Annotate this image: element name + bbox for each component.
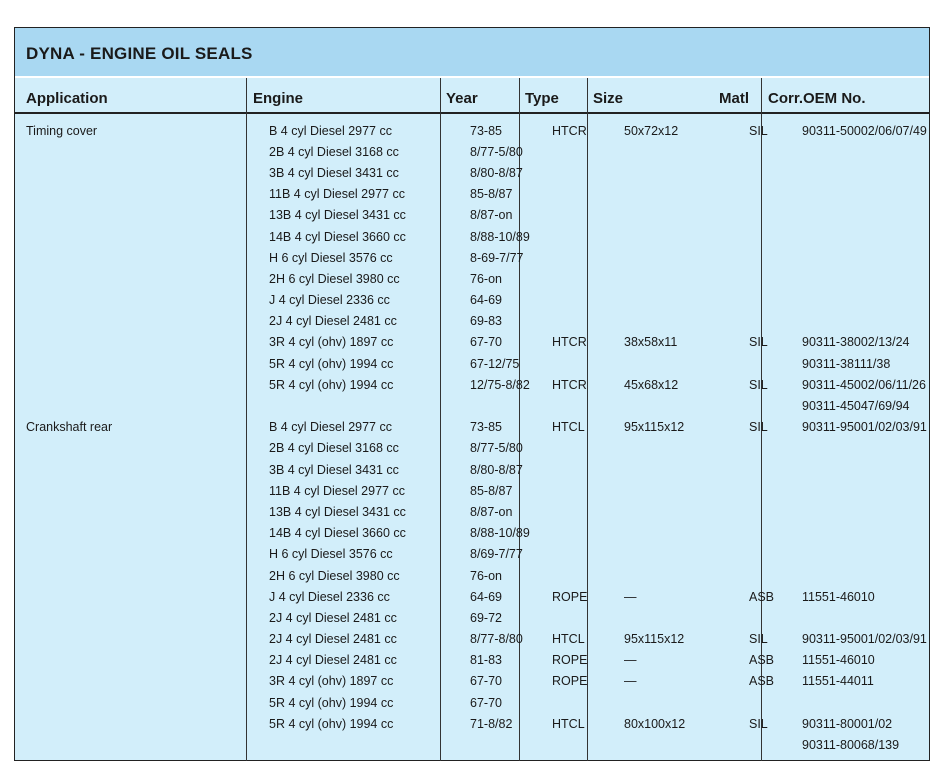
table-row (15, 565, 931, 586)
type-cell (548, 544, 620, 565)
title-bar (15, 28, 929, 78)
matl-cell: ASB (749, 589, 775, 604)
type-cell (548, 311, 620, 332)
size-cell (620, 523, 749, 544)
oem-cell (794, 523, 931, 544)
size-cell: 50x72x12 (624, 123, 679, 138)
size-cell (620, 480, 749, 501)
oem-cell: 90311-45002/06/11/26 (802, 377, 926, 392)
year-cell: 67-70 (470, 335, 502, 350)
size-cell: — (624, 589, 637, 604)
year-cell: 73-85 (470, 123, 502, 138)
type-cell (548, 692, 620, 713)
matl-cell (749, 395, 794, 416)
oem-cell: 90311-50002/06/07/49 (802, 123, 927, 138)
year-cell: 8-69-7/77 (470, 250, 524, 265)
table-row (15, 417, 931, 438)
matl-cell (749, 311, 794, 332)
table-row (15, 692, 931, 713)
table-row (15, 268, 931, 289)
application-cell (15, 565, 257, 586)
application-cell (15, 480, 257, 501)
table-row (15, 184, 931, 205)
matl-cell (749, 607, 794, 628)
table-row (15, 226, 931, 247)
engine-cell (257, 734, 464, 755)
engine-cell: 5R 4 cyl (ohv) 1994 cc (269, 695, 394, 710)
year-cell: 8/87-on (470, 208, 513, 223)
year-cell: 8/69-7/77 (470, 547, 523, 562)
size-cell (620, 544, 749, 565)
engine-cell: H 6 cyl Diesel 3576 cc (269, 250, 393, 265)
matl-cell (749, 184, 794, 205)
year-cell: 81-83 (470, 653, 502, 668)
oem-cell (794, 247, 931, 268)
year-cell: 76-on (470, 271, 502, 286)
table-row (15, 650, 931, 671)
size-cell: — (624, 653, 637, 668)
table-row (15, 480, 931, 501)
engine-cell: 2B 4 cyl Diesel 3168 cc (269, 144, 399, 159)
size-cell (620, 501, 749, 522)
table-body (15, 120, 931, 756)
type-cell (548, 353, 620, 374)
table-row (15, 290, 931, 311)
application-cell (15, 692, 257, 713)
year-cell: 64-69 (470, 589, 502, 604)
oem-cell (794, 480, 931, 501)
application-cell (15, 734, 257, 755)
type-cell (548, 734, 620, 755)
header-year: Year (446, 90, 478, 107)
type-cell (548, 290, 620, 311)
size-cell (620, 290, 749, 311)
application-cell (15, 629, 257, 650)
oem-cell (794, 162, 931, 183)
type-cell (548, 565, 620, 586)
oem-cell (794, 184, 931, 205)
oem-cell: 90311-95001/02/03/91 (802, 632, 927, 647)
engine-cell: 13B 4 cyl Diesel 3431 cc (269, 208, 406, 223)
year-cell: 85-8/87 (470, 187, 513, 202)
engine-cell: 5R 4 cyl (ohv) 1994 cc (269, 356, 394, 371)
size-cell (620, 184, 749, 205)
table-row (15, 120, 931, 141)
header-type: Type (525, 90, 559, 107)
year-cell: 8/87-on (470, 504, 513, 519)
oem-cell: 11551-46010 (802, 653, 875, 668)
engine-cell: 14B 4 cyl Diesel 3660 cc (269, 526, 406, 541)
engine-cell: 11B 4 cyl Diesel 2977 cc (269, 187, 405, 202)
year-cell: 64-69 (470, 293, 502, 308)
oem-cell (794, 459, 931, 480)
size-cell (620, 438, 749, 459)
type-cell: HTCR (552, 335, 587, 350)
application-cell (15, 184, 257, 205)
engine-cell (257, 395, 464, 416)
oem-cell (794, 226, 931, 247)
size-cell (620, 692, 749, 713)
table-row (15, 734, 931, 755)
table-row (15, 332, 931, 353)
application-cell (15, 162, 257, 183)
type-cell (548, 459, 620, 480)
size-cell (620, 205, 749, 226)
oem-cell: 11551-46010 (802, 589, 875, 604)
oem-cell (794, 141, 931, 162)
matl-cell: SIL (749, 420, 768, 435)
engine-cell: 5R 4 cyl (ohv) 1994 cc (269, 377, 394, 392)
application-cell (15, 586, 257, 607)
type-cell: ROPE (552, 674, 588, 689)
year-cell (464, 395, 548, 416)
size-cell: 95x115x12 (624, 632, 685, 647)
application-cell (15, 650, 257, 671)
size-cell: — (624, 674, 637, 689)
type-cell: HTCL (552, 632, 585, 647)
matl-cell (749, 268, 794, 289)
oem-cell (794, 692, 931, 713)
matl-cell (749, 501, 794, 522)
size-cell (620, 565, 749, 586)
engine-cell: J 4 cyl Diesel 2336 cc (269, 293, 390, 308)
table-row (15, 374, 931, 395)
matl-cell: SIL (749, 377, 768, 392)
table-row (15, 247, 931, 268)
application-cell (15, 332, 257, 353)
size-cell (620, 607, 749, 628)
application-cell (15, 523, 257, 544)
table-row (15, 438, 931, 459)
type-cell (548, 184, 620, 205)
year-cell: 69-72 (470, 610, 502, 625)
engine-cell: H 6 cyl Diesel 3576 cc (269, 547, 393, 562)
table-row (15, 523, 931, 544)
engine-cell: 14B 4 cyl Diesel 3660 cc (269, 229, 406, 244)
application-cell: Crankshaft rear (26, 420, 113, 435)
header-row (15, 80, 929, 114)
application-cell (15, 713, 257, 734)
year-cell: 8/88-10/89 (470, 229, 530, 244)
size-cell (620, 459, 749, 480)
size-cell: 38x58x11 (624, 335, 678, 350)
year-cell: 8/80-8/87 (470, 462, 523, 477)
header-application: Application (26, 90, 108, 107)
year-cell: 8/80-8/87 (470, 165, 523, 180)
matl-cell (749, 692, 794, 713)
header-oem: Corr.OEM No. (768, 90, 866, 107)
size-cell (620, 141, 749, 162)
matl-cell (749, 734, 794, 755)
type-cell (548, 205, 620, 226)
matl-cell (749, 205, 794, 226)
matl-cell: SIL (749, 716, 768, 731)
table-row (15, 671, 931, 692)
matl-cell (749, 544, 794, 565)
engine-cell: 2H 6 cyl Diesel 3980 cc (269, 568, 400, 583)
table-row (15, 607, 931, 628)
year-cell: 8/77-8/80 (470, 632, 523, 647)
application-cell (15, 141, 257, 162)
application-cell: Timing cover (26, 123, 98, 138)
table-title: DYNA - ENGINE OIL SEALS (26, 44, 253, 63)
table-row (15, 629, 931, 650)
type-cell (548, 438, 620, 459)
engine-cell: 11B 4 cyl Diesel 2977 cc (269, 483, 405, 498)
type-cell (548, 247, 620, 268)
matl-cell (749, 247, 794, 268)
table-row (15, 544, 931, 565)
type-cell (548, 268, 620, 289)
matl-cell (749, 141, 794, 162)
engine-cell: 3B 4 cyl Diesel 3431 cc (269, 462, 399, 477)
header-matl: Matl (719, 90, 749, 107)
year-cell: 8/88-10/89 (470, 526, 530, 541)
type-cell: HTCR (552, 377, 587, 392)
oem-cell (794, 311, 931, 332)
engine-cell: 2H 6 cyl Diesel 3980 cc (269, 271, 400, 286)
table-row (15, 501, 931, 522)
type-cell (548, 523, 620, 544)
size-cell (620, 734, 749, 755)
matl-cell (749, 523, 794, 544)
matl-cell (749, 162, 794, 183)
matl-cell: ASB (749, 653, 775, 668)
size-cell (620, 353, 749, 374)
application-cell (15, 311, 257, 332)
size-cell (620, 395, 749, 416)
type-cell: HTCL (552, 716, 585, 731)
oem-cell: 90311-95001/02/03/91 (802, 420, 927, 435)
matl-cell (749, 565, 794, 586)
oil-seals-table (14, 27, 930, 761)
type-cell (548, 162, 620, 183)
type-cell (548, 226, 620, 247)
engine-cell: 2B 4 cyl Diesel 3168 cc (269, 441, 399, 456)
table-row (15, 353, 931, 374)
oem-cell (794, 607, 931, 628)
type-cell (548, 395, 620, 416)
year-cell: 67-70 (470, 674, 502, 689)
size-cell (620, 311, 749, 332)
year-cell: 67-12/75 (470, 356, 520, 371)
header-size: Size (593, 90, 624, 107)
engine-cell: 2J 4 cyl Diesel 2481 cc (269, 314, 397, 329)
year-cell: 85-8/87 (470, 483, 513, 498)
application-cell (15, 247, 257, 268)
size-cell: 95x115x12 (624, 420, 685, 435)
application-cell (15, 395, 257, 416)
oem-cell (794, 290, 931, 311)
oem-cell: 11551-44011 (802, 674, 874, 689)
type-cell: HTCL (552, 420, 585, 435)
engine-cell: 3R 4 cyl (ohv) 1897 cc (269, 674, 394, 689)
year-cell: 67-70 (470, 695, 502, 710)
application-cell (15, 459, 257, 480)
year-cell: 8/77-5/80 (470, 144, 523, 159)
type-cell: HTCR (552, 123, 587, 138)
engine-cell: B 4 cyl Diesel 2977 cc (269, 420, 392, 435)
type-cell (548, 141, 620, 162)
size-cell (620, 162, 749, 183)
oem-cell: 90311-38111/38 (802, 356, 891, 371)
oem-cell: 90311-80068/139 (802, 738, 900, 753)
year-cell (464, 734, 548, 755)
matl-cell: SIL (749, 123, 768, 138)
application-cell (15, 268, 257, 289)
oem-cell (794, 438, 931, 459)
application-cell (15, 226, 257, 247)
year-cell: 12/75-8/82 (470, 377, 530, 392)
year-cell: 76-on (470, 568, 502, 583)
engine-cell: B 4 cyl Diesel 2977 cc (269, 123, 392, 138)
engine-cell: J 4 cyl Diesel 2336 cc (269, 589, 390, 604)
application-cell (15, 438, 257, 459)
table-row (15, 162, 931, 183)
matl-cell (749, 226, 794, 247)
oem-cell: 90311-38002/13/24 (802, 335, 910, 350)
year-cell: 73-85 (470, 420, 502, 435)
year-cell: 8/77-5/80 (470, 441, 523, 456)
type-cell (548, 607, 620, 628)
application-cell (15, 205, 257, 226)
engine-cell: 5R 4 cyl (ohv) 1994 cc (269, 716, 394, 731)
application-cell (15, 353, 257, 374)
table-row (15, 713, 931, 734)
year-cell: 69-83 (470, 314, 502, 329)
application-cell (15, 290, 257, 311)
application-cell (15, 544, 257, 565)
matl-cell: SIL (749, 335, 768, 350)
type-cell (548, 480, 620, 501)
table-row (15, 586, 931, 607)
matl-cell: ASB (749, 674, 775, 689)
application-cell (15, 671, 257, 692)
matl-cell (749, 353, 794, 374)
type-cell: ROPE (552, 653, 588, 668)
engine-cell: 2J 4 cyl Diesel 2481 cc (269, 653, 397, 668)
oem-cell: 90311-45047/69/94 (802, 399, 910, 414)
size-cell (620, 268, 749, 289)
oem-cell (794, 268, 931, 289)
engine-cell: 2J 4 cyl Diesel 2481 cc (269, 610, 397, 625)
engine-cell: 13B 4 cyl Diesel 3431 cc (269, 504, 406, 519)
table-row (15, 311, 931, 332)
oem-cell (794, 205, 931, 226)
application-cell (15, 374, 257, 395)
table-row (15, 205, 931, 226)
matl-cell (749, 290, 794, 311)
table-row (15, 395, 931, 416)
matl-cell (749, 480, 794, 501)
engine-cell: 2J 4 cyl Diesel 2481 cc (269, 632, 397, 647)
type-cell (548, 501, 620, 522)
oem-cell (794, 501, 931, 522)
header-engine: Engine (253, 90, 304, 107)
application-cell (15, 607, 257, 628)
year-cell: 71-8/82 (470, 716, 513, 731)
oem-cell (794, 565, 931, 586)
matl-cell: SIL (749, 632, 768, 647)
matl-cell (749, 438, 794, 459)
size-cell: 45x68x12 (624, 377, 679, 392)
application-cell (15, 501, 257, 522)
type-cell: ROPE (552, 589, 588, 604)
size-cell (620, 226, 749, 247)
size-cell: 80x100x12 (624, 716, 686, 731)
size-cell (620, 247, 749, 268)
matl-cell (749, 459, 794, 480)
engine-cell: 3R 4 cyl (ohv) 1897 cc (269, 335, 394, 350)
oem-cell (794, 544, 931, 565)
table-row (15, 141, 931, 162)
oem-cell: 90311-80001/02 (802, 716, 893, 731)
engine-cell: 3B 4 cyl Diesel 3431 cc (269, 165, 399, 180)
table-row (15, 459, 931, 480)
